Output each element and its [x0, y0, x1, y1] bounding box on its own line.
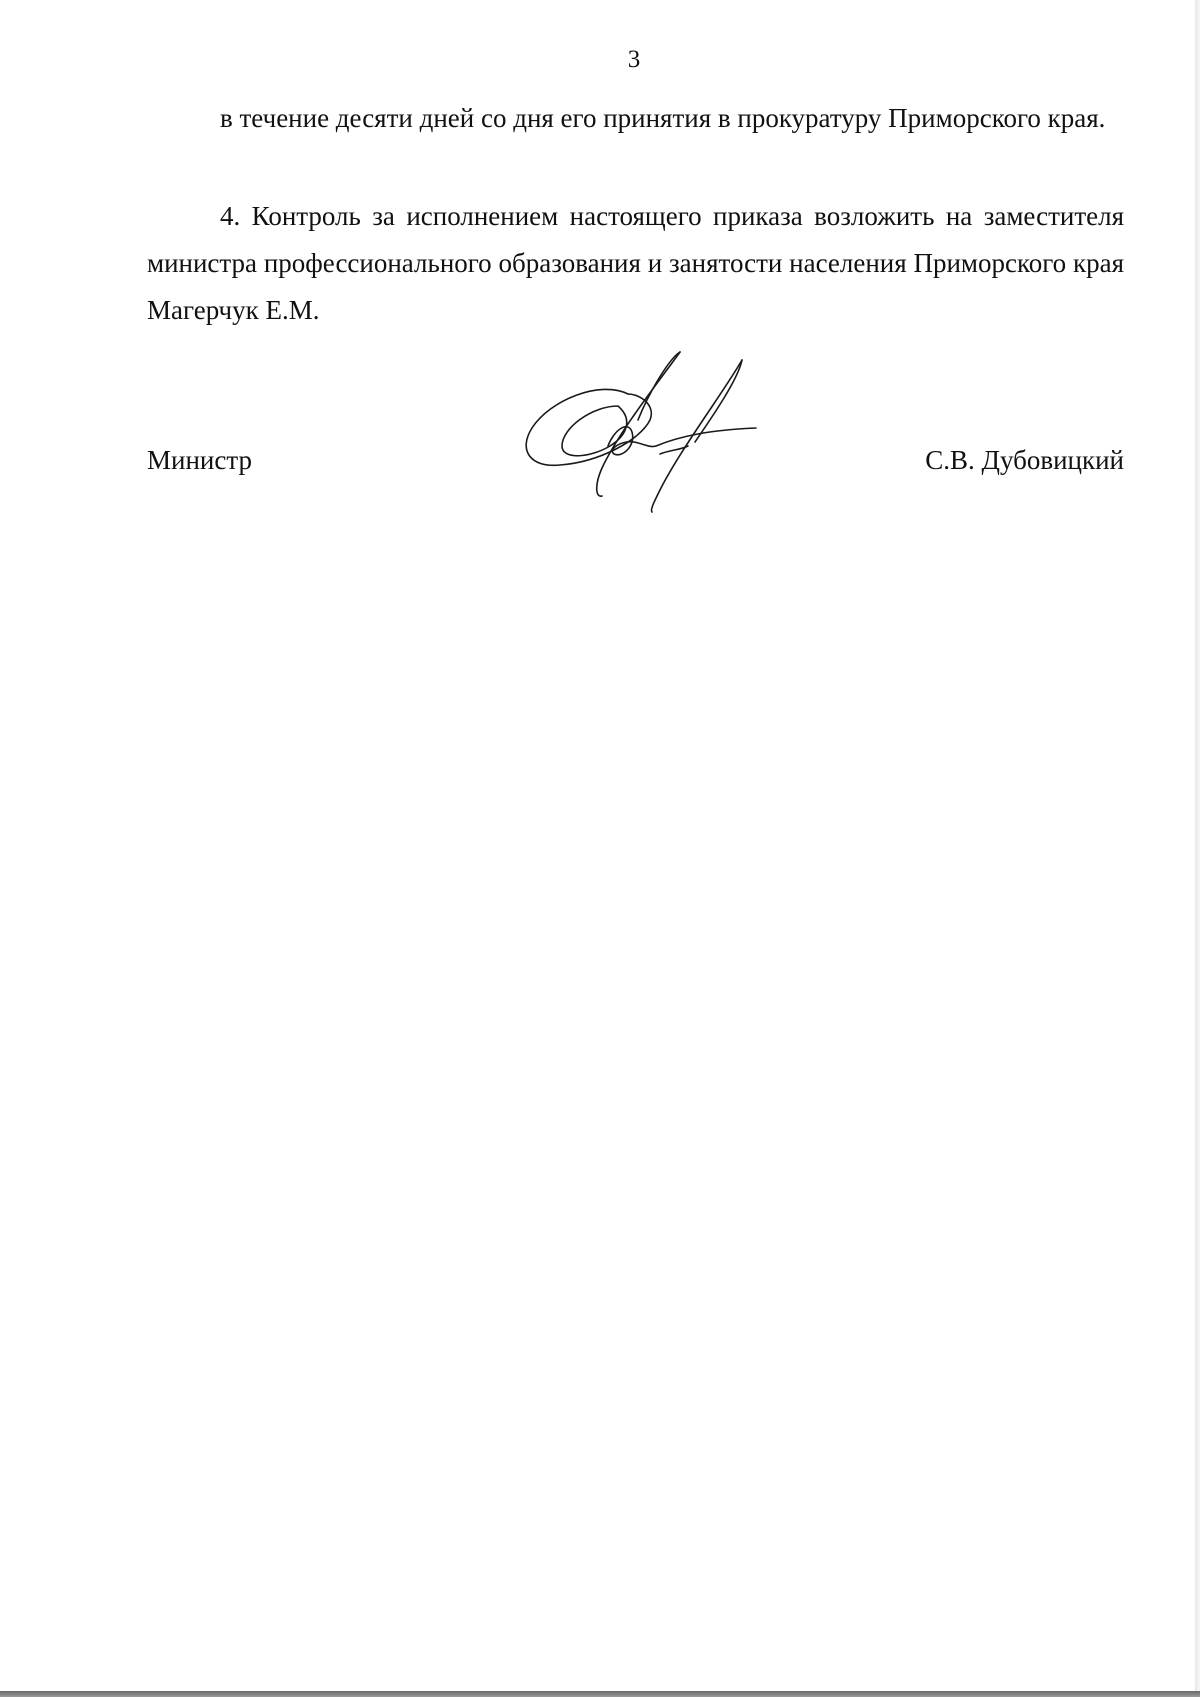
scan-edge-bottom — [0, 1691, 1200, 1697]
scan-edge-right — [1195, 0, 1200, 1697]
signatory-name: С.В. Дубовицкий — [925, 445, 1124, 475]
handwritten-signature — [510, 350, 790, 520]
paragraph-deadline: в течение десяти дней со дня его принятия в прокуратуру Приморского края. — [220, 103, 1106, 133]
paragraph-control: 4. Контроль за исполнением настоящего приказа возложить на заместителя министра профессионального образования и занятости населения Приморского края Магерчук Е.М. — [147, 201, 1124, 325]
signatory-title: Министр — [147, 445, 252, 475]
page-number: 3 — [627, 46, 641, 73]
signature-block — [147, 440, 1124, 480]
